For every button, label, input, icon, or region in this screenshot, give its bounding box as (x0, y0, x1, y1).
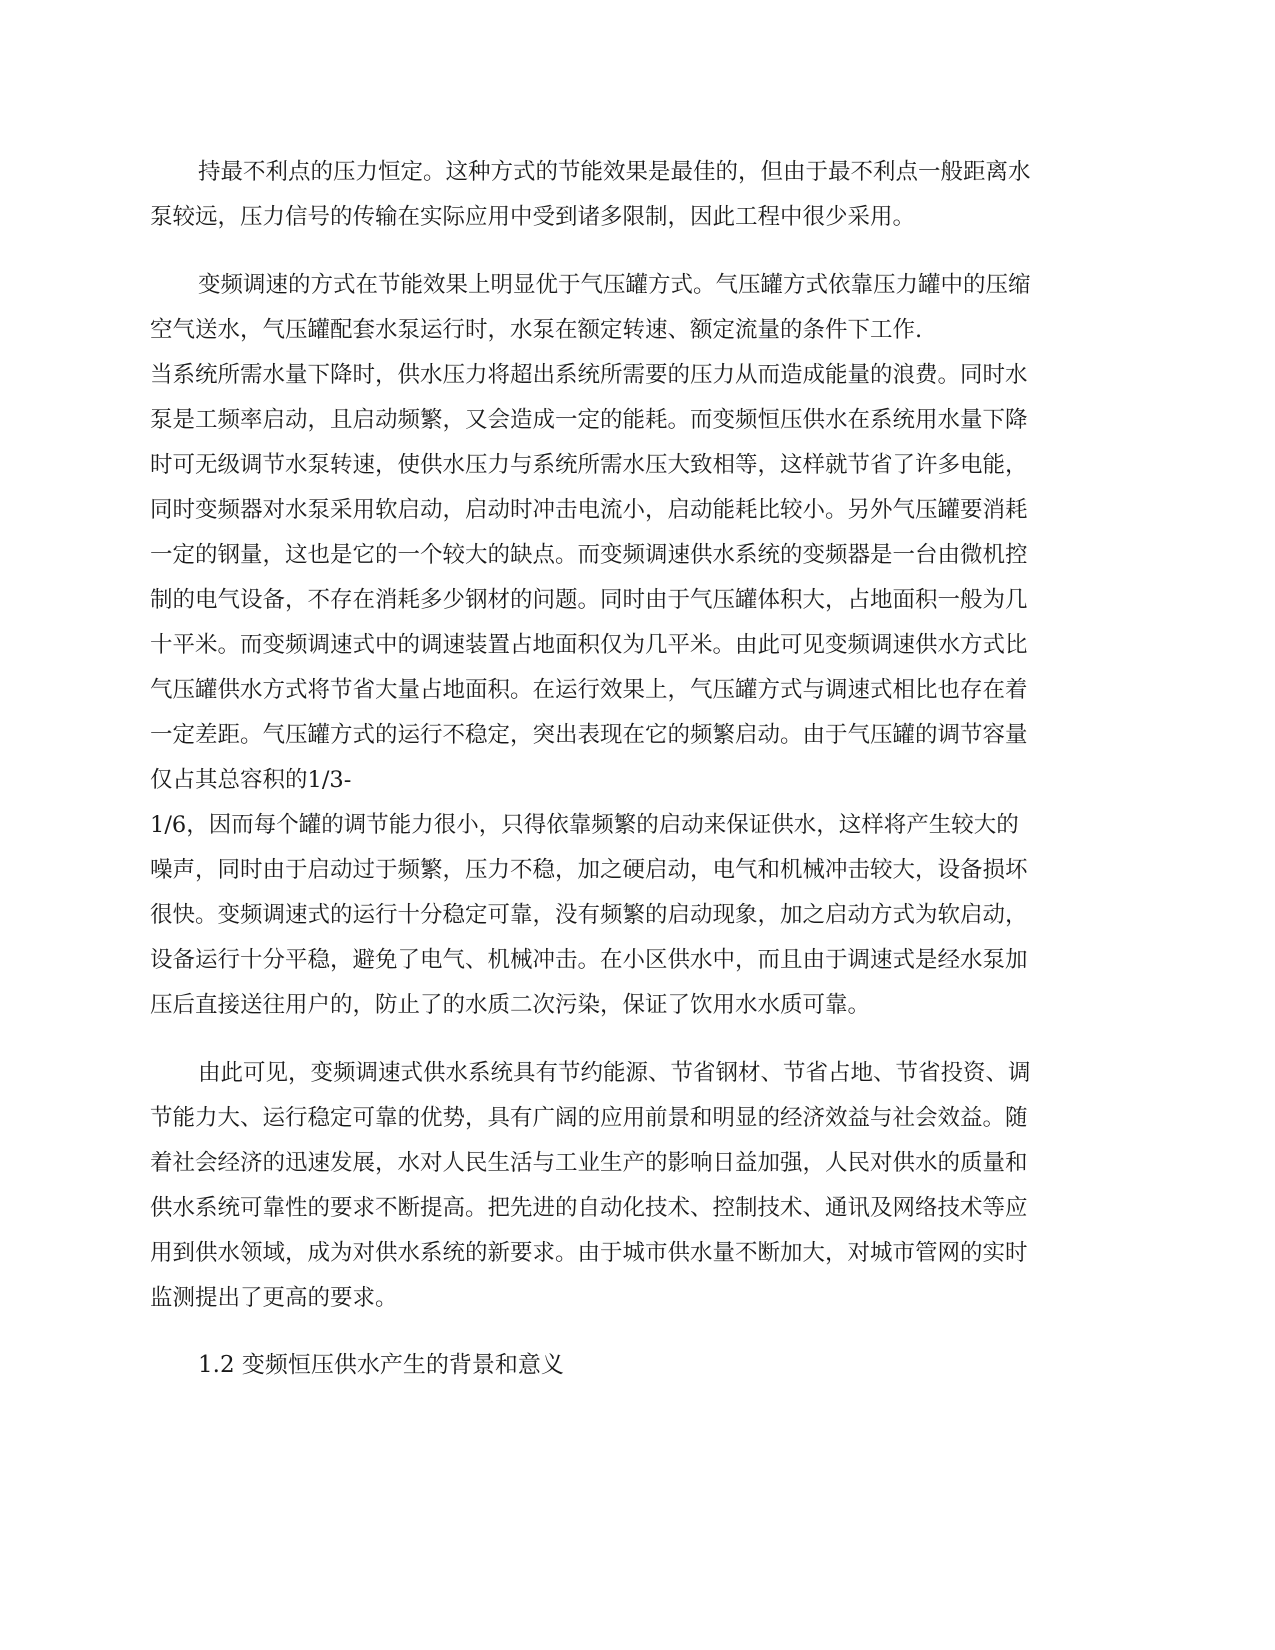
paragraph-3-line-6: 监测提出了更高的要求。 (150, 1285, 398, 1311)
paragraph-2-line-2: 空气送水，气压罐配套水泵运行时，水泵在额定转速、额定流量的条件下工作. (150, 317, 923, 343)
paragraph-2-line-6: 同时变频器对水泵采用软启动，启动时冲击电流小，启动能耗比较小。另外气压罐要消耗 (150, 497, 1028, 523)
paragraph-2-line-3: 当系统所需水量下降时，供水压力将超出系统所需要的压力从而造成能量的浪费。同时水 (150, 362, 1028, 388)
paragraph-2-line-10: 气压罐供水方式将节省大量占地面积。在运行效果上，气压罐方式与调速式相比也存在着 (150, 677, 1028, 703)
paragraph-2-line-5: 时可无级调节水泵转速，使供水压力与系统所需水压大致相等，这样就节省了许多电能， (150, 452, 1028, 478)
paragraph-2-line-13: 1/6，因而每个罐的调节能力很小，只得依靠频繁的启动来保证供水，这样将产生较大的 (150, 812, 1019, 838)
paragraph-2-line-17: 压后直接送往用户的，防止了的水质二次污染，保证了饮用水水质可靠。 (150, 992, 871, 1018)
section-heading: 1.2 变频恒压供水产生的背景和意义 (198, 1352, 564, 1378)
paragraph-2-line-9: 十平米。而变频调速式中的调速装置占地面积仅为几平米。由此可见变频调速供水方式比 (150, 632, 1028, 658)
paragraph-3-line-2: 节能力大、运行稳定可靠的优势，具有广阔的应用前景和明显的经济效益与社会效益。随 (150, 1105, 1028, 1131)
paragraph-3-line-3: 着社会经济的迅速发展，水对人民生活与工业生产的影响日益加强，人民对供水的质量和 (150, 1150, 1028, 1176)
paragraph-2-line-12: 仅占其总容积的1/3- (150, 767, 352, 793)
paragraph-2-line-1: 变频调速的方式在节能效果上明显优于气压罐方式。气压罐方式依靠压力罐中的压缩 (198, 272, 1031, 298)
paragraph-2-line-4: 泵是工频率启动，且启动频繁，又会造成一定的能耗。而变频恒压供水在系统用水量下降 (150, 407, 1028, 433)
paragraph-2-line-15: 很快。变频调速式的运行十分稳定可靠，没有频繁的启动现象，加之启动方式为软启动， (150, 902, 1028, 928)
paragraph-2-line-7: 一定的钢量，这也是它的一个较大的缺点。而变频调速供水系统的变频器是一台由微机控 (150, 542, 1028, 568)
paragraph-2-line-16: 设备运行十分平稳，避免了电气、机械冲击。在小区供水中，而且由于调速式是经水泵加 (150, 947, 1028, 973)
paragraph-1-line-2: 泵较远，压力信号的传输在实际应用中受到诸多限制，因此工程中很少采用。 (150, 204, 916, 230)
paragraph-1-line-1: 持最不利点的压力恒定。这种方式的节能效果是最佳的，但由于最不利点一般距离水 (198, 159, 1031, 185)
paragraph-2-line-11: 一定差距。气压罐方式的运行不稳定，突出表现在它的频繁启动。由于气压罐的调节容量 (150, 722, 1028, 748)
paragraph-3-line-1: 由此可见，变频调速式供水系统具有节约能源、节省钢材、节省占地、节省投资、调 (198, 1060, 1031, 1086)
paragraph-3-line-5: 用到供水领域，成为对供水系统的新要求。由于城市供水量不断加大，对城市管网的实时 (150, 1240, 1028, 1266)
paragraph-3-line-4: 供水系统可靠性的要求不断提高。把先进的自动化技术、控制技术、通讯及网络技术等应 (150, 1195, 1028, 1221)
paragraph-2-line-14: 噪声，同时由于启动过于频繁，压力不稳，加之硬启动，电气和机械冲击较大，设备损坏 (150, 857, 1028, 883)
paragraph-2-line-8: 制的电气设备，不存在消耗多少钢材的问题。同时由于气压罐体积大，占地面积一般为几 (150, 587, 1028, 613)
